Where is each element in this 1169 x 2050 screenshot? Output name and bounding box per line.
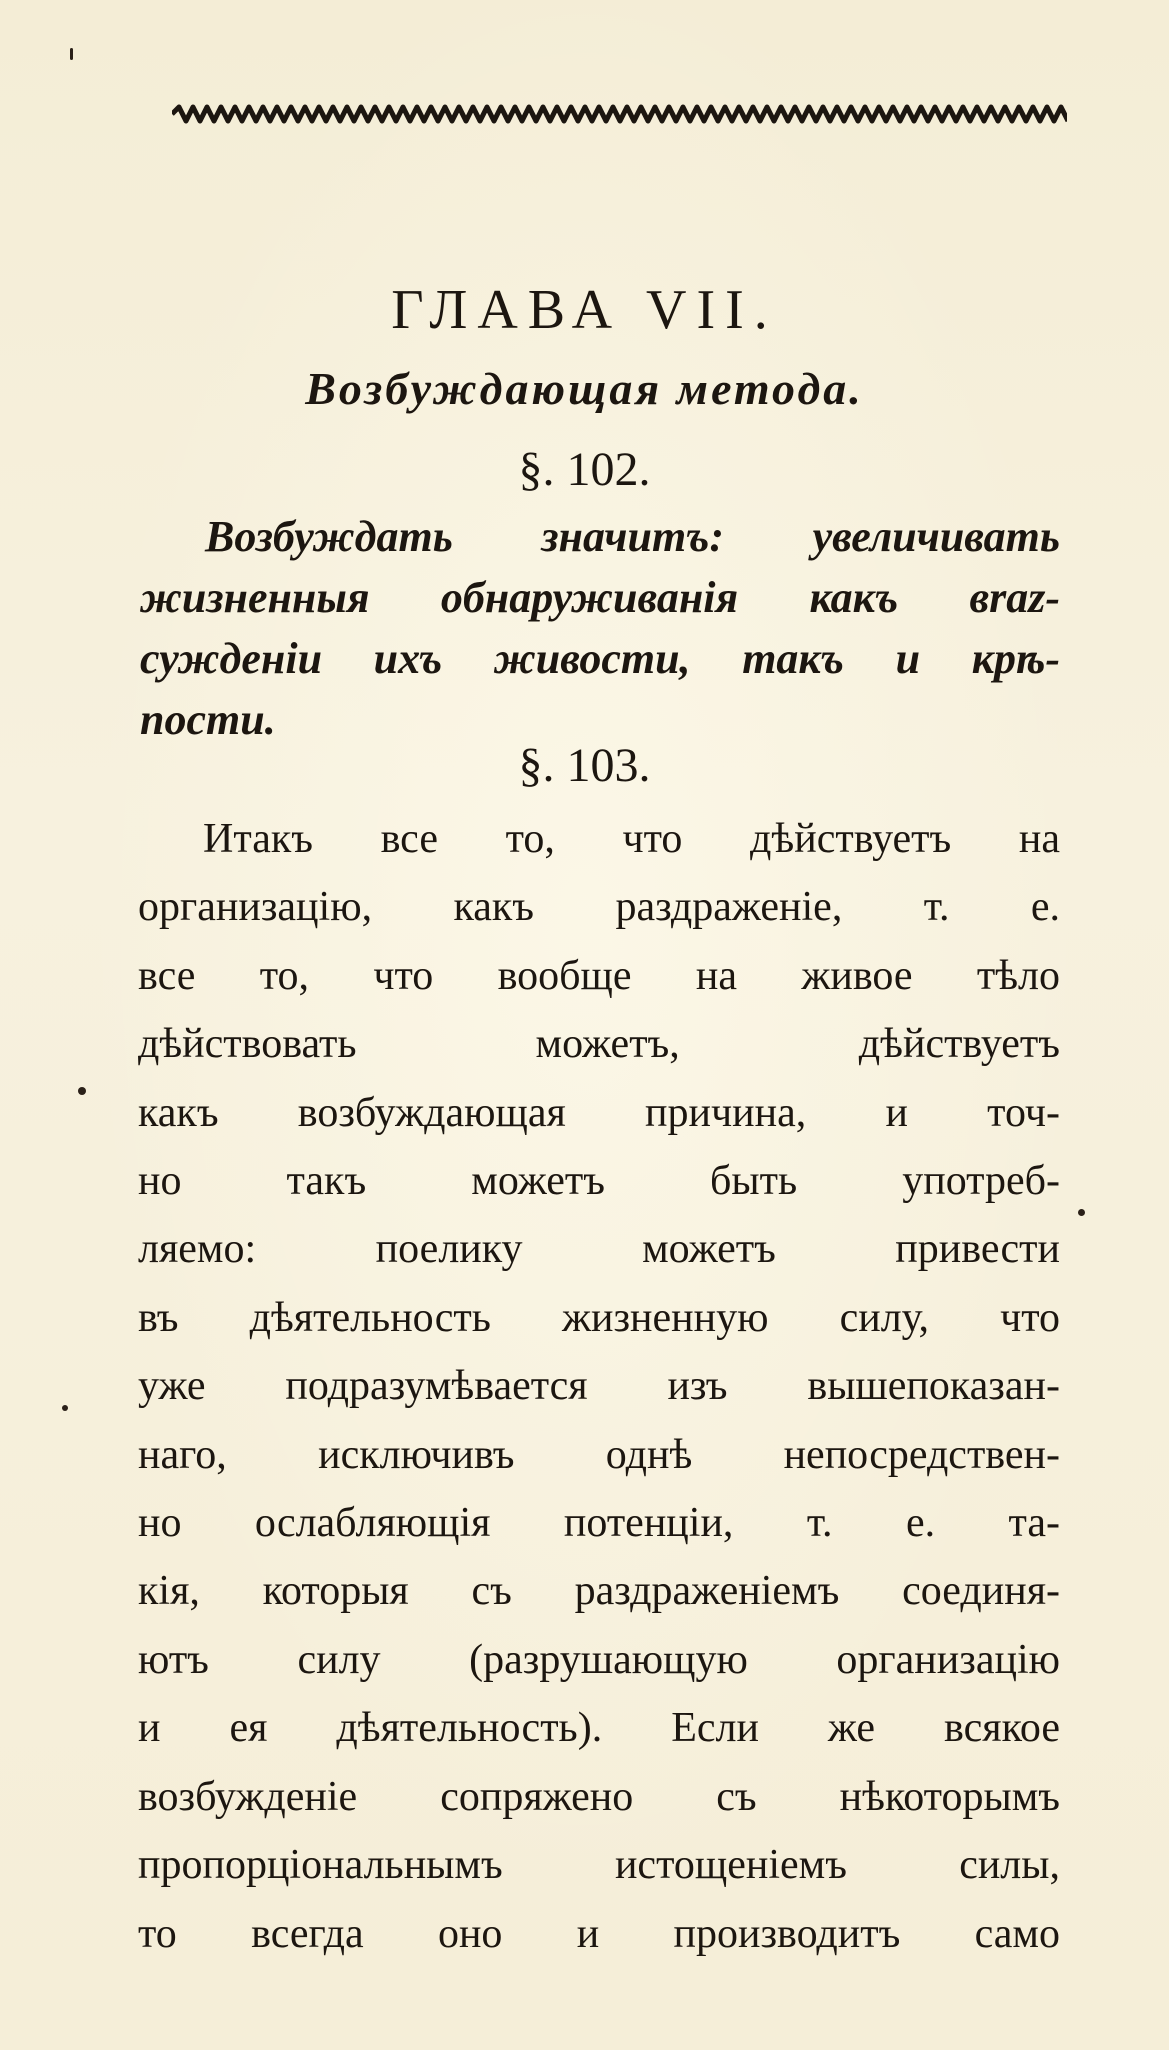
text-line: Итакъ все то, что дѣйствуетъ на bbox=[203, 816, 1060, 862]
text-line: все то, что вообще на живое тѣло bbox=[138, 952, 1060, 999]
text-line: ютъ силу (разрушающую организацію bbox=[138, 1636, 1060, 1683]
text-line: но ослабляющія потенціи, т. е. та- bbox=[138, 1500, 1060, 1547]
text-line: уже подразумѣвается изъ вышепоказан- bbox=[138, 1363, 1060, 1410]
text-line: пости. bbox=[140, 695, 276, 744]
text-line: организацію, какъ раздраженіе, т. е. bbox=[138, 884, 1060, 931]
text-line: жизненныя обнаруживанія какъ вraz- bbox=[140, 573, 1060, 622]
section-number-103: §. 103. bbox=[518, 739, 651, 792]
ink-speck bbox=[1078, 1209, 1085, 1216]
text-line: то всегда оно и производитъ само bbox=[138, 1910, 1060, 1957]
section-102-text bbox=[140, 506, 1060, 750]
text-line: сужденіи ихъ живости, такъ и крѣ- bbox=[140, 634, 1060, 683]
text-line: кія, которыя съ раздраженіемъ соединя- bbox=[138, 1568, 1060, 1615]
decorative-wave-rule bbox=[172, 103, 1067, 125]
section-103-text bbox=[138, 805, 1060, 1968]
text-line: въ дѣятельность жизненную силу, что bbox=[138, 1294, 1060, 1341]
chapter-subtitle: Возбуждающая метода. bbox=[305, 363, 864, 414]
ink-speck bbox=[62, 1405, 68, 1411]
chapter-title: ГЛАВА VII. bbox=[391, 279, 778, 341]
text-line: но такъ можетъ быть употреб- bbox=[138, 1158, 1060, 1205]
text-line: и ея дѣятельность). Если же всякое bbox=[138, 1705, 1060, 1752]
text-line: дѣйствовать можетъ, дѣйствуетъ bbox=[138, 1021, 1060, 1068]
ink-speck bbox=[78, 1087, 86, 1095]
text-line: ляемо: поелику можетъ привести bbox=[138, 1226, 1060, 1273]
text-line: наго, исключивъ однѣ непосредствен- bbox=[138, 1431, 1060, 1478]
text-line: какъ возбуждающая причина, и точ- bbox=[138, 1089, 1060, 1136]
text-line: пропорціональнымъ истощеніемъ силы, bbox=[138, 1842, 1060, 1889]
text-line: Возбуждать значитъ: увеличивать bbox=[205, 512, 1060, 561]
ink-speck bbox=[70, 48, 73, 60]
text-line: возбужденіе сопряжено съ нѣкоторымъ bbox=[138, 1773, 1060, 1820]
section-number-102: §. 102. bbox=[518, 443, 651, 496]
